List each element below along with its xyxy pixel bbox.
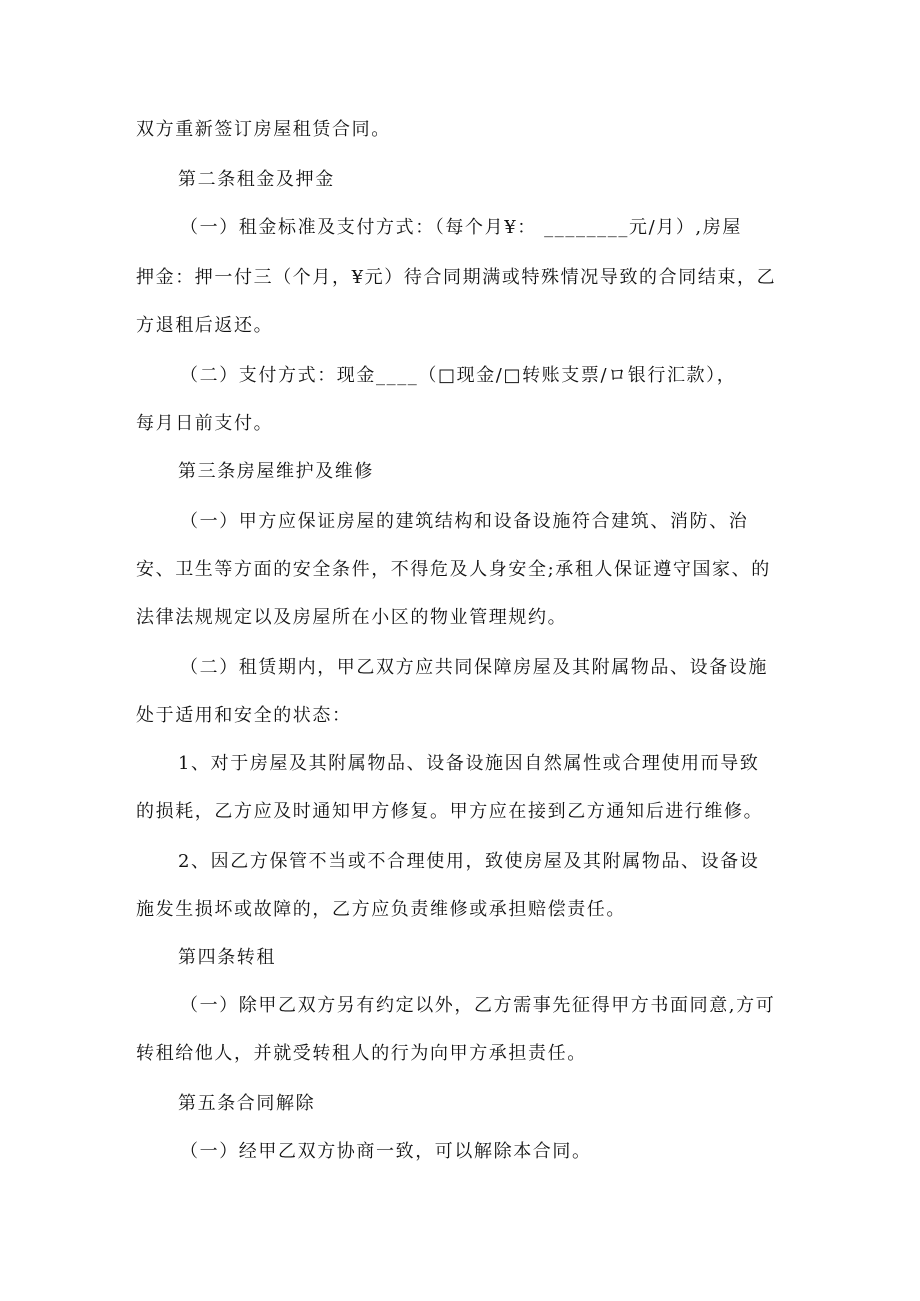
text-line: 每月日前支付。 bbox=[136, 413, 274, 434]
text-line: （二）支付方式：现金____（□现金/□转账支票/ロ银行汇款）， bbox=[180, 365, 737, 386]
section-heading: 第三条房屋维护及维修 bbox=[178, 461, 374, 482]
section-heading: 第四条转租 bbox=[178, 947, 276, 968]
text-line: 转租给他人，并就受转租人的行为向甲方承担责任。 bbox=[136, 1043, 587, 1064]
text-line: 1、对于房屋及其附属物品、设备设施因自然属性或合理使用而导致 bbox=[178, 753, 760, 774]
text-line: （一）经甲乙双方协商一致，可以解除本合同。 bbox=[180, 1141, 592, 1162]
text-line: （一）租金标准及支付方式：（每个月¥： ________元/月）,房屋 bbox=[180, 217, 742, 238]
text-line: （一）甲方应保证房屋的建筑结构和设备设施符合建筑、消防、治 bbox=[180, 511, 749, 532]
text-line: 安、卫生等方面的安全条件，不得危及人身安全;承租人保证遵守国家、的 bbox=[136, 559, 771, 580]
text-line: 施发生损坏或故障的，乙方应负责维修或承担赔偿责任。 bbox=[136, 899, 626, 920]
text-line: 双方重新签订房屋租赁合同。 bbox=[136, 119, 391, 140]
text-line: （一）除甲乙双方另有约定以外，乙方需事先征得甲方书面同意,方可 bbox=[180, 995, 776, 1016]
section-heading: 第二条租金及押金 bbox=[178, 169, 335, 190]
text-line: 处于适用和安全的状态： bbox=[136, 705, 352, 726]
text-line: 2、因乙方保管不当或不合理使用，致使房屋及其附属物品、设备设 bbox=[178, 851, 760, 872]
section-heading: 第五条合同解除 bbox=[178, 1093, 316, 1114]
text-line: 方退租后返还。 bbox=[136, 315, 274, 336]
text-line: 押金：押一付三（个月，¥元）待合同期满或特殊情况导致的合同结束，乙 bbox=[136, 267, 777, 288]
text-line: 的损耗，乙方应及时通知甲方修复。甲方应在接到乙方通知后进行维修。 bbox=[136, 801, 764, 822]
text-line: 法律法规规定以及房屋所在小区的物业管理规约。 bbox=[136, 607, 568, 628]
text-line: （二）租赁期内，甲乙双方应共同保障房屋及其附属物品、设备设施 bbox=[180, 657, 768, 678]
